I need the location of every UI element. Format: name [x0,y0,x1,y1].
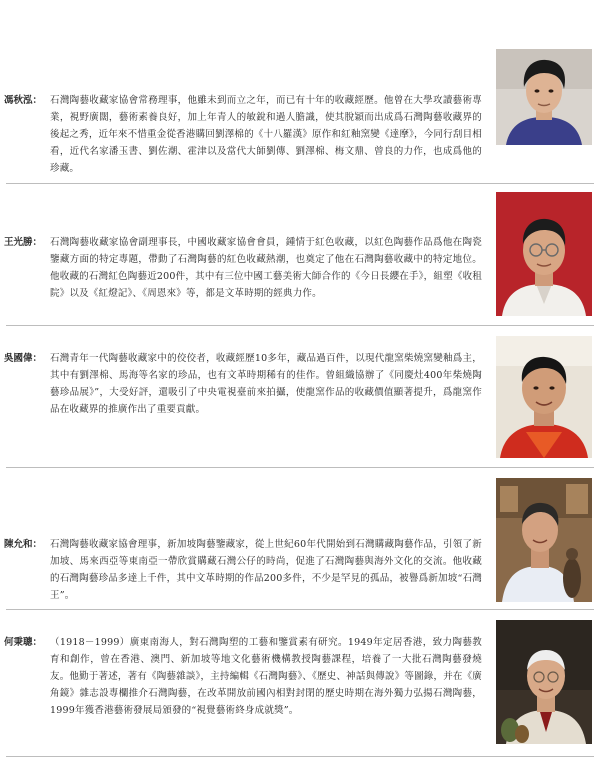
collector-photo [496,620,592,744]
collector-entry [0,326,600,468]
collector-entry [0,468,600,610]
portrait-man-red-shirt-image [496,336,592,458]
portrait-man-glasses-image [496,192,592,316]
collector-bio: 石灣陶藝收藏家協會常務理事，他雖未到而立之年，而已有十年的收藏經歷。他曾在大學攻讀藝術專業，視野廣闊，藝術素養良好，加上年青人的敏銳和過人膽識，使其脫穎而出成爲石灣陶藝收藏界的後起之秀，近年來不惜重金從香港購回劉澤棉的《十八羅漢》原作和紅釉窯變《達摩》，今同行刮目相看，近代名家潘玉書、劉佐潮、霍津以及當代大師劉傳、劉澤棉、梅文鼎、曾良的力作，也成爲他的珍藏。 [50,95,482,174]
collector-name: 何秉聰： [4,637,43,648]
collector-entry [0,184,600,326]
portrait-man-with-figurine-image [496,478,592,602]
collector-bio: （1918－1999）廣東南海人，對石灣陶塑的工藝和鑒賞素有研究。1949年定居香港，致力陶藝教育和創作，曾在香港、澳門、新加坡等地文化藝術機構教授陶藝課程，培養了一大批石灣陶藝發燒友。他勤于著述，著有《陶藝雜談》，主持編輯《石灣陶藝》、《歷史、神話與傳說》等圖錄，并在《廣角鏡》雜志設專欄推介石灣陶藝，在改革開放前國內相對封閉的歷史時期在海外獨力弘揚石灣陶藝，1999年獲香港藝術發展局頒發的“視覺藝術終身成就獎”。 [50,637,482,716]
collector-photo [496,336,592,458]
collector-photo [496,192,592,316]
collector-photo [496,478,592,602]
portrait-young-man-image [496,49,592,145]
collector-name: 陳允和： [4,539,43,550]
collector-bio: 石灣青年一代陶藝收藏家中的佼佼者，收藏經歷10多年，藏品過百件，以現代龍窯柴燒窯變釉爲主，其中有劉澤棉、馬海等名家的珍品，也有文革時期稀有的佳作。曾組織協辦了《同慶灶400年柴燒陶藝珍品展》”，大受好評，還吸引了中央電視臺前來拍攝，使龍窯作品的收藏價值顯著提升，爲龍窯作品在收藏界的推廣作出了重要貢獻。 [50,353,482,415]
collector-photo [496,49,592,145]
collector-name: 馮秋泓： [4,95,43,106]
collector-entry [0,610,600,758]
collector-name: 吳國偉： [4,353,43,364]
divider [6,756,594,757]
collector-bio: 石灣陶藝收藏家協會副理事長，中國收藏家協會會員，鍾情于紅色收藏，以紅色陶藝作品爲他在陶瓷鑒藏方面的特定專題，帶動了石灣陶藝的紅色收藏熱潮，也奠定了他在石灣陶藝收藏中的特定地位。他收藏的石灣紅色陶藝近200件，其中有三位中國工藝美術大師合作的《今日長纓在手》，組塑《收租院》以及《紅燈記》、《周恩來》等，都是文革時期的經典力作。 [50,237,482,299]
portrait-elderly-man-image [496,620,592,744]
collector-entry [0,0,600,184]
collector-bio: 石灣陶藝收藏家協會理事，新加坡陶藝鑒藏家，從上世紀60年代開始到石灣購藏陶藝作品，引領了新加坡、馬來西亞等東南亞一帶欣賞購藏石灣公仔的時尚，促進了石灣陶藝與海外文化的交流。他收藏的石灣陶藝珍品多達上千件，其中文革時期的作品200多件，不少是罕見的孤品，被譽爲新加坡“石灣王”。 [50,539,482,601]
collector-name: 王光勝： [4,237,43,248]
